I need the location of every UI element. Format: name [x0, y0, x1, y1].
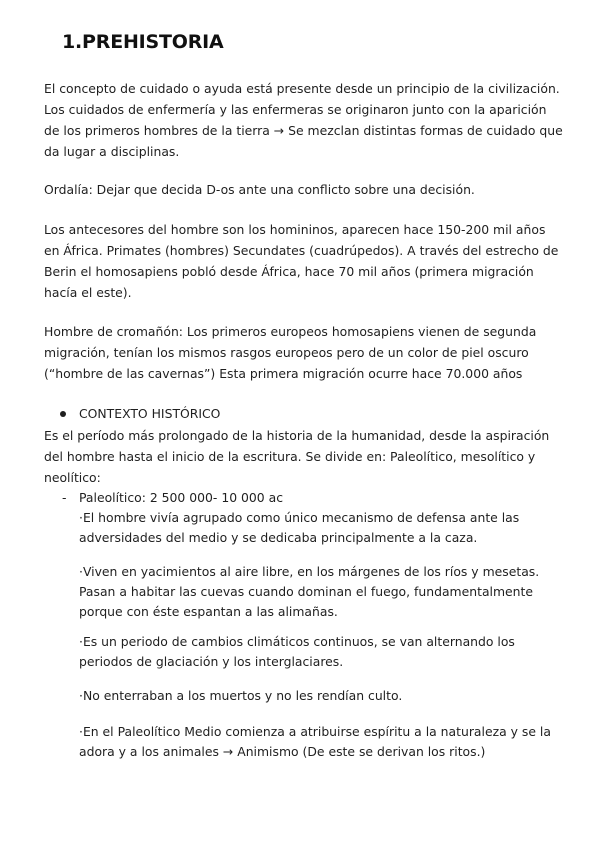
paleolitico-point: ·No enterraban a los muertos y no les rendían culto.	[79, 688, 403, 703]
bullet-label: CONTEXTO HISTÓRICO	[79, 406, 221, 421]
cromagnon-paragraph: Hombre de cromañón: Los primeros europeos homosapiens vienen de segunda migración, tenían los mismos rasgos europeos pero de un color de piel oscuro (“hombre de las cavernas”) Esta primera migración ocurre hace 70.000 años	[44, 324, 537, 381]
paleolitico-point: ·Es un periodo de cambios climáticos continuos, se van alternando los periodos de glaciación y los interglaciares.	[79, 634, 515, 669]
paleolitico-point: ·Viven en yacimientos al aire libre, en los márgenes de los ríos y mesetas. Pasan a habitar las cuevas cuando dominan el fuego, fundamentalmente porque con éste espantan a las alimañas.	[79, 564, 540, 619]
ordalia-paragraph: Ordalía: Dejar que decida D-os ante una conflicto sobre una decisión.	[44, 182, 475, 197]
context-paragraph: Es el período más prolongado de la historia de la humanidad, desde la aspiración del hombre hasta el inicio de la escritura. Se divide en: Paleolítico, mesolítico y neolítico:	[44, 428, 550, 485]
dash-marker: -	[62, 490, 67, 505]
paleolitico-point: ·En el Paleolítico Medio comienza a atribuirse espíritu a la naturaleza y se la adora y a los animales → Animismo (De este se derivan los ritos.)	[79, 724, 551, 759]
dash-item-paleolitico	[62, 487, 283, 508]
bullet-dot-icon	[60, 411, 66, 417]
ancestors-paragraph: Los antecesores del hombre son los homininos, aparecen hace 150-200 mil años en África. Primates (hombres) Secundates (cuadrúpedos). A través del estrecho de Berin el homosapiens pobló desde África, hace 70 mil años (primera migración hacía el este).	[44, 222, 559, 300]
paleolitico-heading: Paleolítico: 2 500 000- 10 000 ac	[79, 490, 284, 505]
intro-paragraph: El concepto de cuidado o ayuda está presente desde un principio de la civilización. Los cuidados de enfermería y las enfermeras se originaron junto con la aparición de los primeros hombres de la tierra → Se mezclan distintas formas de cuidado que da lugar a disciplinas.	[44, 81, 563, 159]
bullet-item-context	[60, 403, 220, 424]
page-title: 1.PREHISTORIA	[62, 31, 224, 53]
paleolitico-point: ·El hombre vivía agrupado como único mecanismo de defensa ante las adversidades del medio y se dedicaba principalmente a la caza.	[79, 510, 520, 545]
